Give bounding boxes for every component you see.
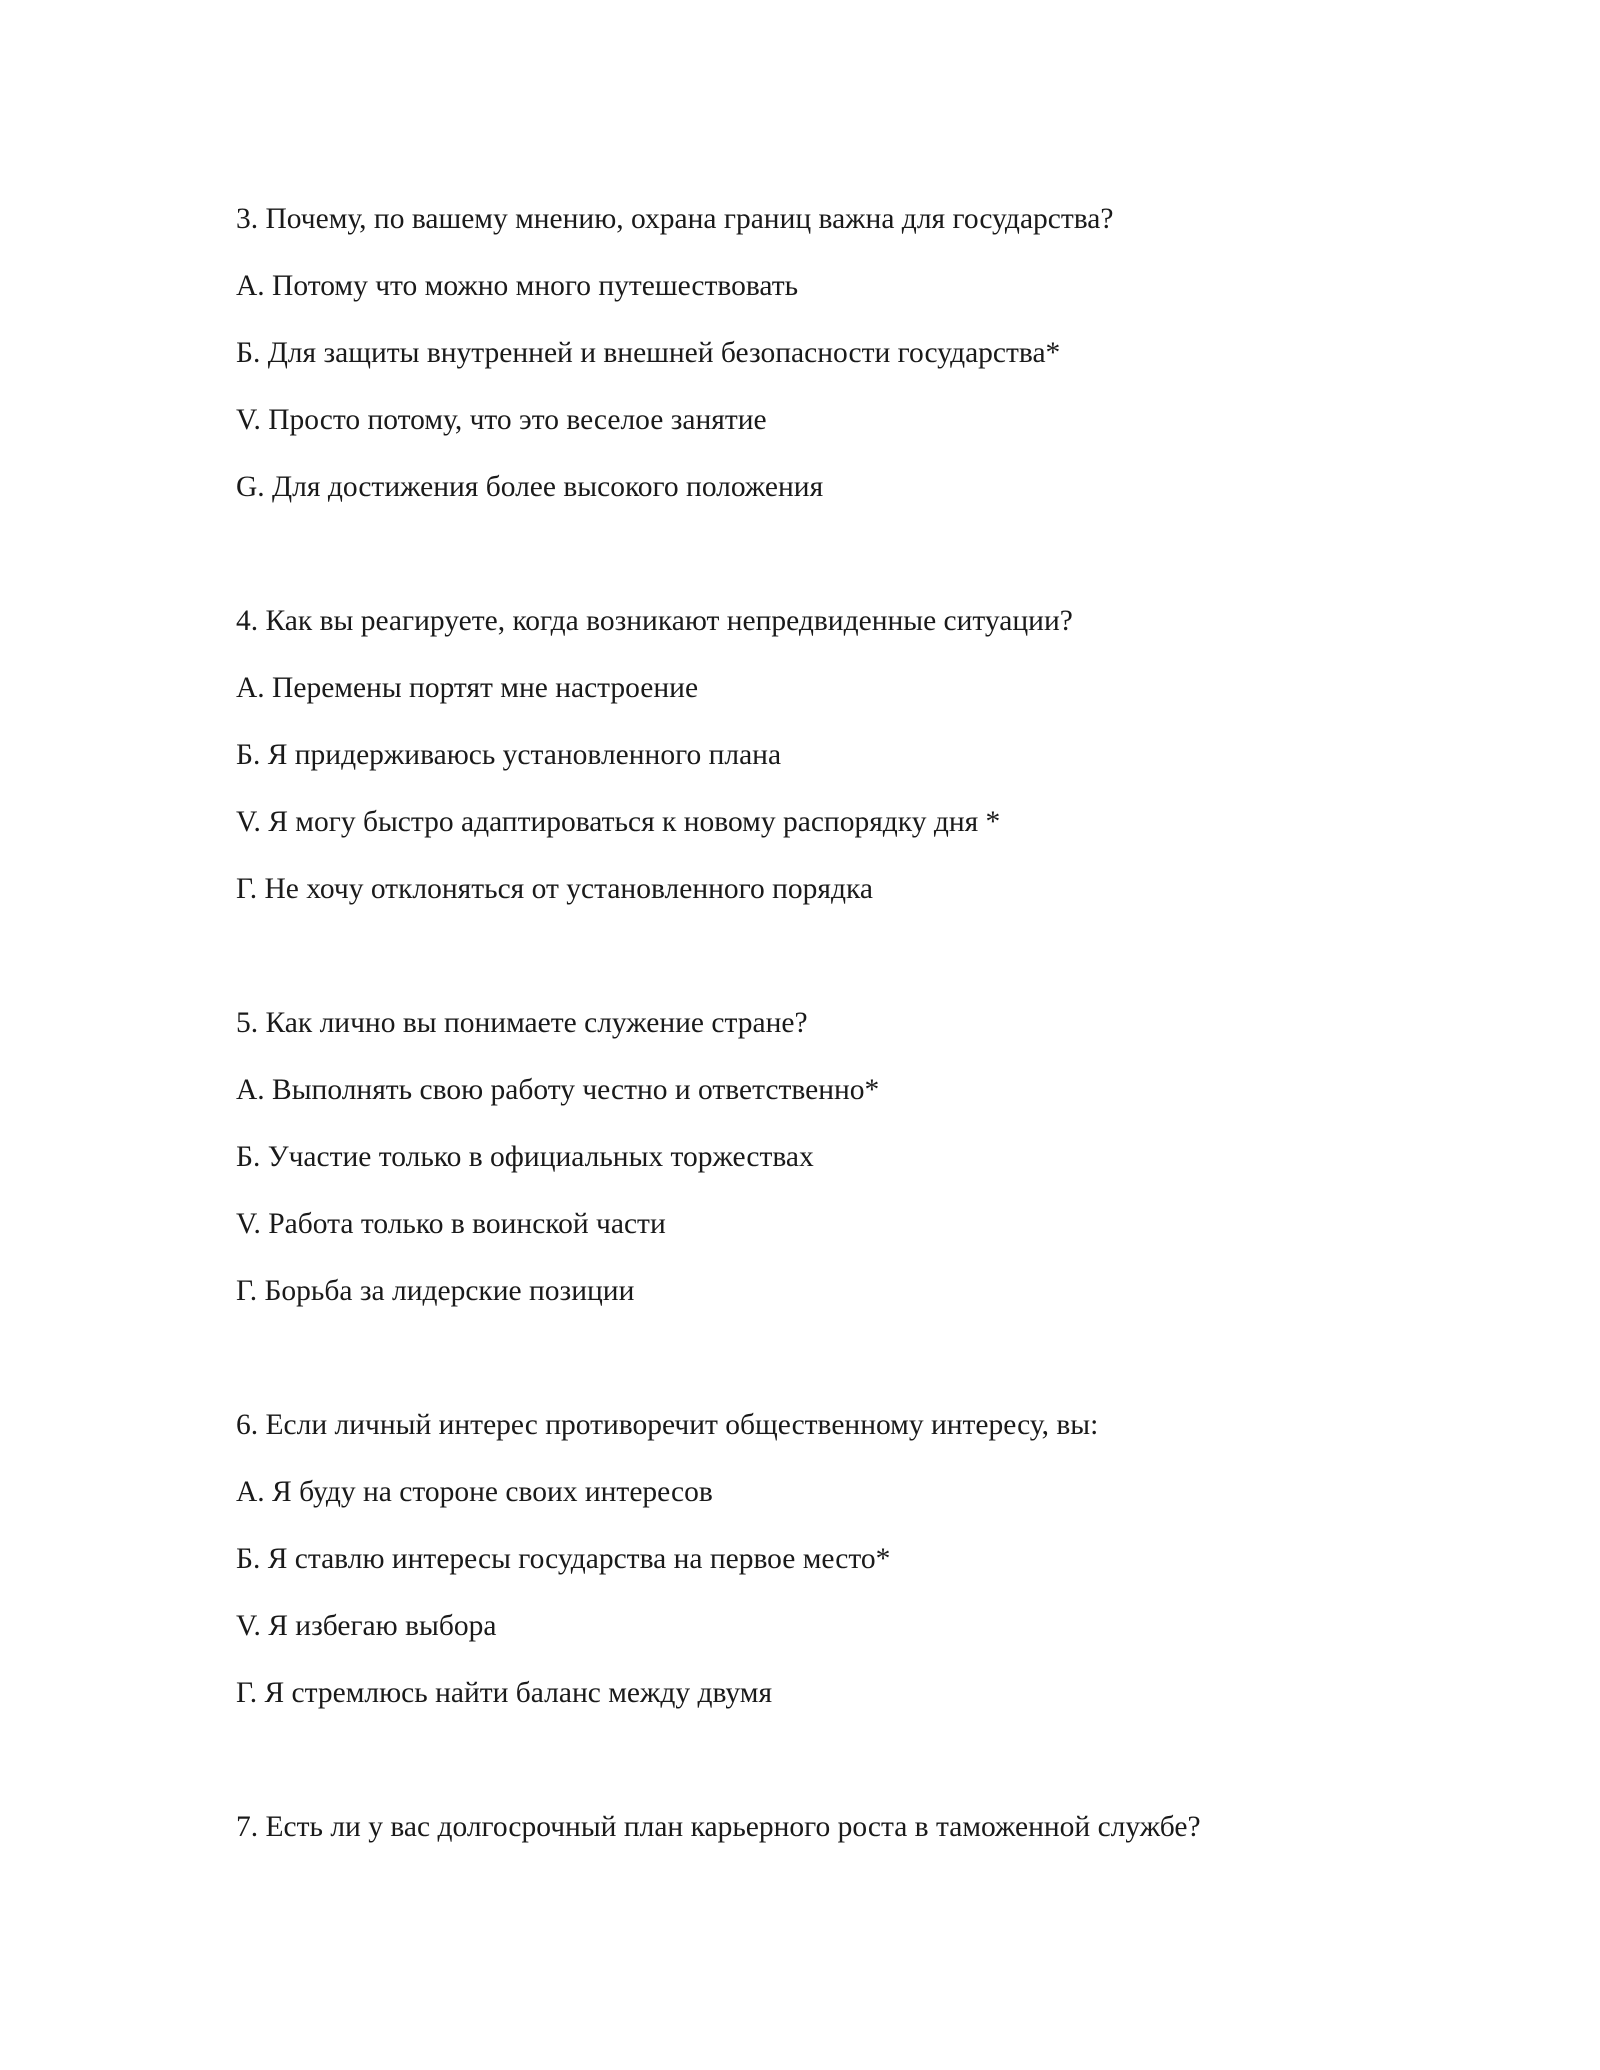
question-block-7 xyxy=(236,1794,1436,1861)
answer-option: А. Перемены портят мне настроение xyxy=(236,672,699,704)
answer-option: А. Я буду на стороне своих интересов xyxy=(236,1476,713,1508)
answer-option: V. Я могу быстро адаптироваться к новому распорядку дня * xyxy=(236,806,1001,838)
answer-option: V. Работа только в воинской части xyxy=(236,1208,666,1240)
question-block-5 xyxy=(236,990,1436,1325)
question-text: 4. Как вы реагируете, когда возникают непредвиденные ситуации? xyxy=(236,605,1073,637)
answer-option: G. Для достижения более высокого положения xyxy=(236,471,824,503)
answer-option: Г. Борьба за лидерские позиции xyxy=(236,1275,635,1307)
answer-option: V. Я избегаю выбора xyxy=(236,1610,497,1642)
answer-option: А. Выполнять свою работу честно и ответственно* xyxy=(236,1074,880,1106)
question-block-3 xyxy=(236,186,1436,521)
answer-option: Г. Я стремлюсь найти баланс между двумя xyxy=(236,1677,773,1709)
question-text: 5. Как лично вы понимаете служение стране? xyxy=(236,1007,808,1039)
question-text: 3. Почему, по вашему мнению, охрана границ важна для государства? xyxy=(236,203,1114,235)
answer-option: Б. Я ставлю интересы государства на первое место* xyxy=(236,1543,891,1575)
answer-option: V. Просто потому, что это веселое занятие xyxy=(236,404,767,436)
answer-option: Б. Я придерживаюсь установленного плана xyxy=(236,739,782,771)
questionnaire xyxy=(236,186,1436,1928)
answer-option: Б. Для защиты внутренней и внешней безопасности государства* xyxy=(236,337,1061,369)
question-block-6 xyxy=(236,1392,1436,1727)
answer-option: Г. Не хочу отклоняться от установленного порядка xyxy=(236,873,873,905)
question-block-4 xyxy=(236,588,1436,923)
answer-option: А. Потому что можно много путешествовать xyxy=(236,270,799,302)
question-text: 6. Если личный интерес противоречит общественному интересу, вы: xyxy=(236,1409,1099,1441)
answer-option: Б. Участие только в официальных торжествах xyxy=(236,1141,814,1173)
question-text: 7. Есть ли у вас долгосрочный план карьерного роста в таможенной службе? xyxy=(236,1811,1201,1843)
